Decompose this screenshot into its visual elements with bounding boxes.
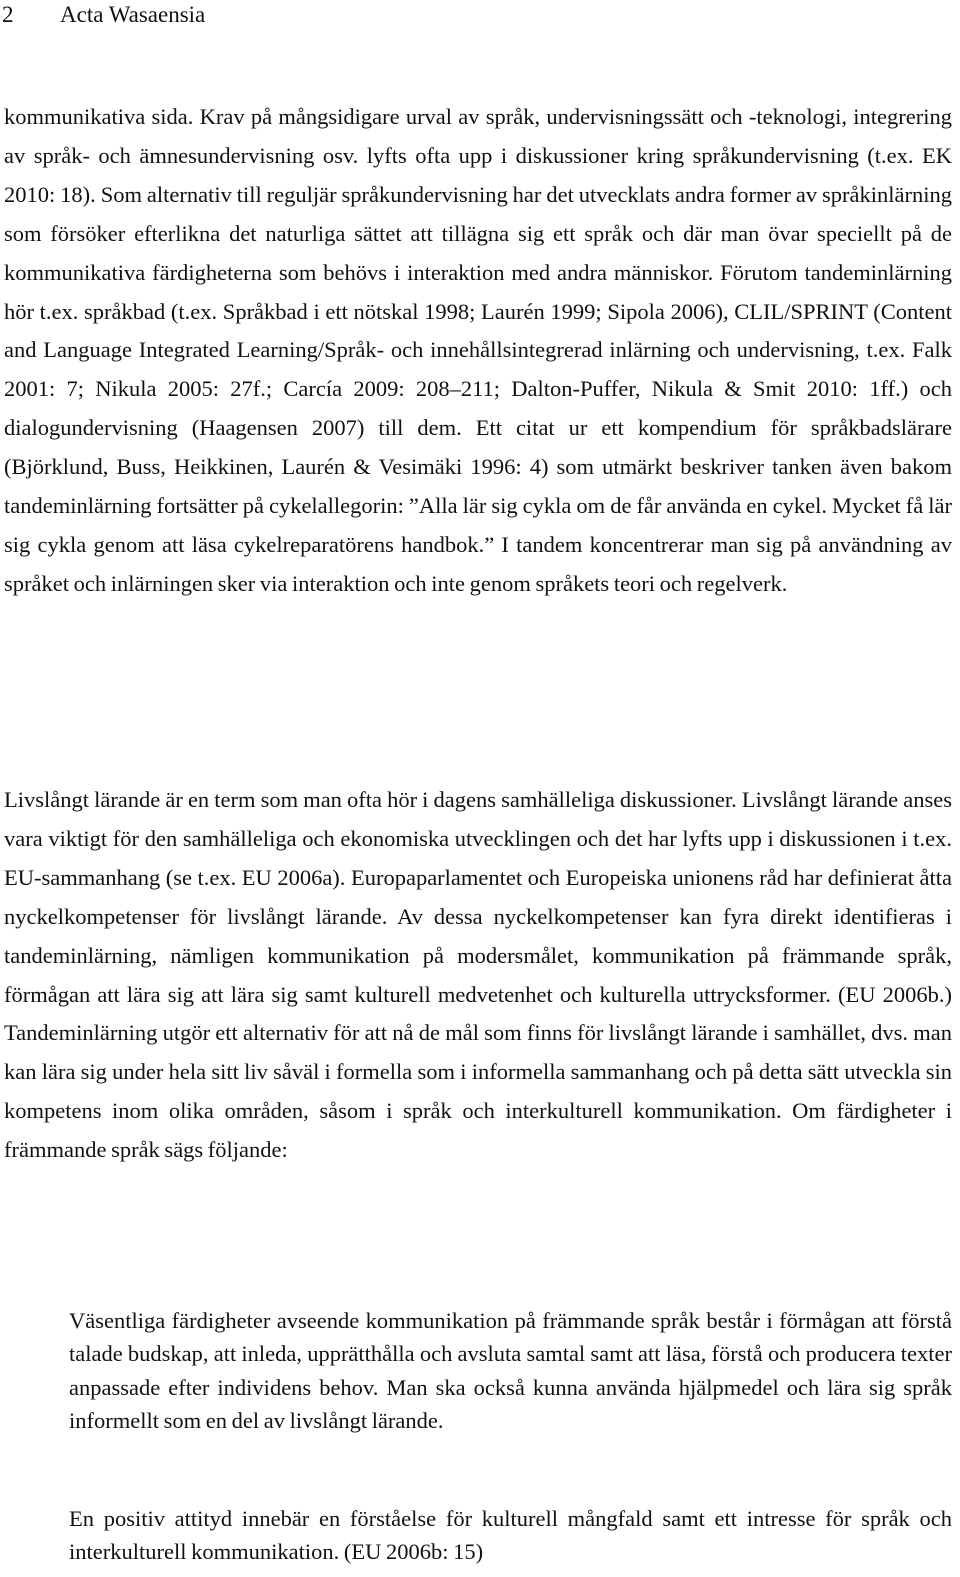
body-paragraph: kommunikativa sida. Krav på mångsidigare urval av språk, undervisningssätt och -teknologi, integrering av språk- och ämnesundervisning osv. lyfts ofta upp i diskussioner kring språkundervisning (t.ex. EK 2010: 18). Som alternativ till reguljär språkundervisning har det utvecklats andra former av språkinlärning som försöker efterlikna det naturliga sättet att tillägna sig ett språk och där man övar speciellt på de kommunikativa färdigheterna som behövs i interaktion med andra människor. Förutom tandeminlärning hör t.ex. språkbad (t.ex. Språkbad i ett nötskal 1998; Laurén 1999; Sipola 2006), CLIL/SPRINT (Content and Language Integrated Learning/Språk- och innehållsintegrerad inlärning och undervisning, t.ex. Falk 2001: 7; Nikula 2005: 27f.; Carcía 2009: 208–211; Dalton-Puffer, Nikula & Smit 2010: 1ff.) och dialogundervisning (Haagensen 2007) till dem. Ett citat ur ett kompendium för språkbadslärare (Björklund, Buss, Heikkinen, Laurén & Vesimäki 1996: 4) som utmärkt beskriver tanken även bakom tandeminlärning fortsätter på cykelallegorin: ”Alla lär sig cykla om de får använda en cykel. Mycket få lär sig cykla genom att läsa cykelreparatörens handbok.” I tandem koncentrerar man sig på användning av språket och inlärningen sker via interaktion och inte genom språkets teori och regelverk. <box>4 104 952 596</box>
journal-title: Acta Wasaensia <box>60 2 206 27</box>
page-number: 2 <box>2 2 14 27</box>
block-quote: En positiv attityd innebär en förståelse för kulturell mångfald samt ett intresse för språk och interkulturell kommunikation. (EU 2006b: 15) <box>69 1506 952 1565</box>
block-quote: Väsentliga färdigheter avseende kommunikation på främmande språk består i förmågan att förstå talade budskap, att inleda, upprätthålla och avsluta samtal samt att läsa, förstå och producera texter anpassade efter individens behov. Man ska också kunna använda hjälpmedel och lära sig språk informellt som en del av livslångt lärande. <box>69 1308 952 1434</box>
running-header <box>0 0 960 30</box>
body-paragraph: Livslångt lärande är en term som man ofta hör i dagens samhälleliga diskussioner. Livslångt lärande anses vara viktigt för den samhälleliga och ekonomiska utvecklingen och det har lyfts upp i diskussionen i t.ex. EU-sammanhang (se t.ex. EU 2006a). Europaparlamentet och Europeiska unionens råd har definierat åtta nyckelkompetenser för livslångt lärande. Av dessa nyckelkompetenser kan fyra direkt identifieras i tandeminlärning, nämligen kommunikation på modersmålet, kommunikation på främmande språk, förmågan att lära sig att lära sig samt kulturell medvetenhet och kulturella uttrycksformer. (EU 2006b.) Tandeminlärning utgör ett alternativ för att nå de mål som finns för livslångt lärande i samhället, dvs. man kan lära sig under hela sitt liv såväl i formella som i informella sammanhang och på detta sätt utveckla sin kompetens inom olika områden, såsom i språk och interkulturell kommunikation. Om färdigheter i främmande språk sägs följande: <box>4 787 952 1163</box>
